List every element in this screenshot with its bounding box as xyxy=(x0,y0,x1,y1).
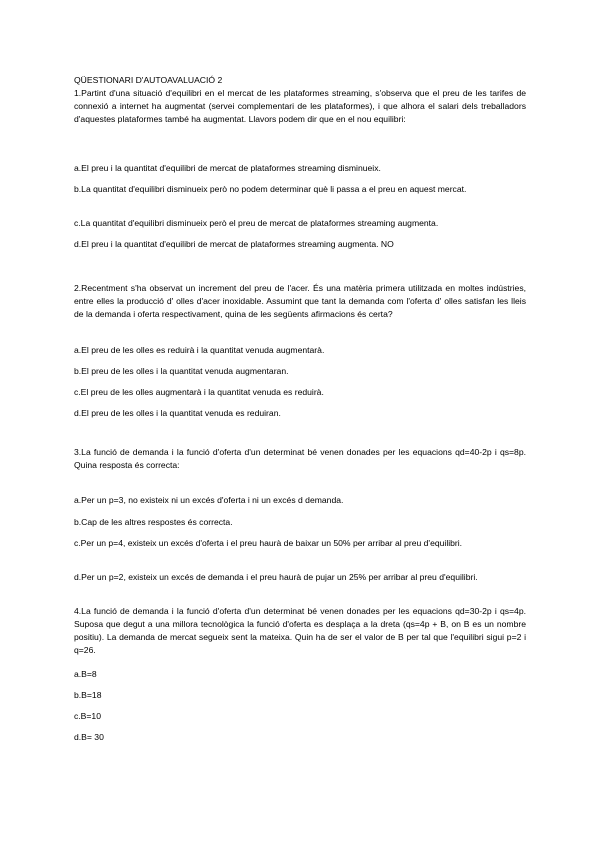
document-title: QÜESTIONARI D'AUTOAVALUACIÓ 2 xyxy=(74,75,223,85)
question-4-option-d: d.B= 30 xyxy=(74,732,104,742)
question-3-option-c: c.Per un p=4, existeix un excés d'oferta i el preu haurà de baixar un 50% per arribar al preu d'equilibri. xyxy=(74,538,463,548)
question-2-option-b: b.El preu de les olles i la quantitat venuda augmentaran. xyxy=(74,366,289,376)
question-4-option-a: a.B=8 xyxy=(74,669,97,679)
question-1-option-c: c.La quantitat d'equilibri disminueix però el preu de mercat de plataformes streaming augmenta. xyxy=(74,218,439,228)
question-4-option-c: c.B=10 xyxy=(74,711,101,721)
question-4-text: 4.La funció de demanda i la funció d'oferta d'un determinat bé venen donades per les equacions qd=30-2p i qs=4p. Suposa que degut a una millora tecnològica la funció d'oferta es desplaça a la dreta (qs=4p + B, on B es un nombre positiu). La demanda de mercat segueix sent la mateixa. Quin ha de ser el valor de B per tal que l'equilibri sigui p=2 i q=26. xyxy=(74,606,526,655)
question-1-option-a: a.El preu i la quantitat d'equilibri de mercat de plataformes streaming disminueix. xyxy=(74,163,381,173)
question-4-option-b: b.B=18 xyxy=(74,690,102,700)
question-2-text: 2.Recentment s'ha observat un increment del preu de l'acer. És una matèria primera utilitzada en moltes indústries, entre elles la producció d' olles d'acer inoxidable. Assumint que tant la demanda com l'oferta d' olles satisfan les lleis de la demanda i oferta respectivament, quina de les següents afirmacions és certa? xyxy=(74,283,526,319)
question-2-option-d: d.El preu de les olles i la quantitat venuda es reduiran. xyxy=(74,408,281,418)
question-1-text: 1.Partint d'una situació d'equilibri en el mercat de les plataformes streaming, s'observa que el preu de les tarifes de connexió a internet ha augmentat (servei complementari de les plataformes), i que alhora el salari dels treballadors d'aquestes plataformes també ha augmentat. Llavors podem dir que en el nou equilibri: xyxy=(74,88,526,124)
question-2-option-a: a.El preu de les olles es reduirà i la quantitat venuda augmentarà. xyxy=(74,345,325,355)
question-2-option-c: c.El preu de les olles augmentarà i la quantitat venuda es reduirà. xyxy=(74,387,324,397)
question-3-option-b: b.Cap de les altres respostes és correcta. xyxy=(74,517,233,527)
question-1-option-d: d.El preu i la quantitat d'equilibri de mercat de plataformes streaming augmenta. NO xyxy=(74,239,394,249)
question-3-option-a: a.Per un p=3, no existeix ni un excés d'oferta i ni un excés d demanda. xyxy=(74,495,344,505)
question-3-option-d: d.Per un p=2, existeix un excés de demanda i el preu haurà de pujar un 25% per arribar al preu d'equilibri. xyxy=(74,572,478,582)
question-3-text: 3.La funció de demanda i la funció d'oferta d'un determinat bé venen donades per les equacions qd=40-2p i qs=8p. Quina resposta és correcta: xyxy=(74,447,526,470)
question-1-option-b: b.La quantitat d'equilibri disminueix però no podem determinar què li passa a el preu en aquest mercat. xyxy=(74,184,467,194)
